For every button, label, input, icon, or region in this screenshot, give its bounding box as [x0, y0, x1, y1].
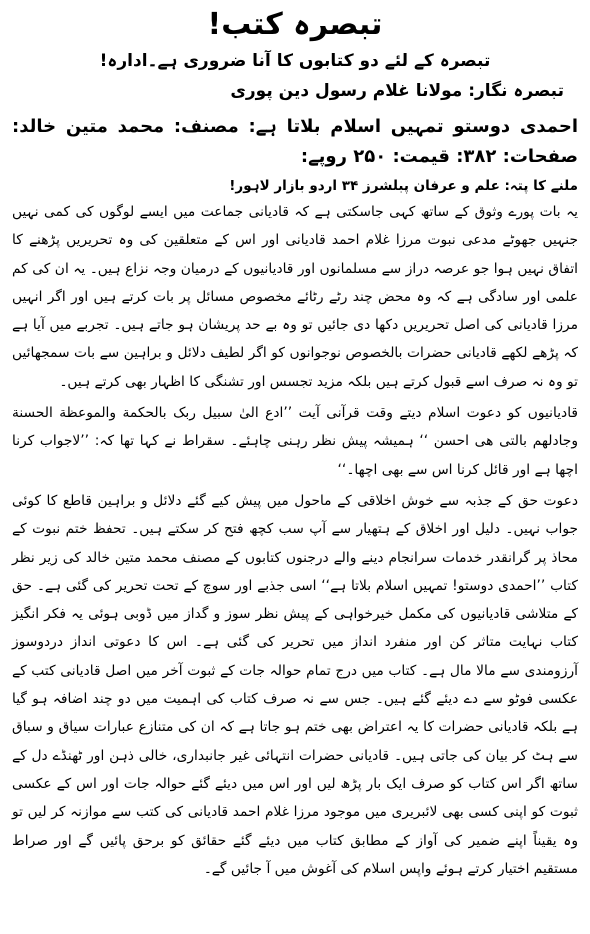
body-paragraph: دعوت حق کے جذبہ سے خوش اخلاقی کے ماحول میں پیش کیے گئے دلائل و براہین قاطع کا کوئی جواب نہیں۔ دلیل اور اخلاق کے ہتھیار سے آپ سب کچھ فتح کر سکتے ہیں۔ تحفظ ختم نبوت کے محاذ پر گرانقدر خدمات سرانجام دینے والے درجنوں کتابوں کے مصنف محمد متین خالد کی زیر نظر کتاب ’’احمدی دوستو! تمہیں اسلام بلاتا ہے‘‘ اسی جذبے اور سوچ کے تحت تحریر کی گئی ہے۔ حق کے متلاشی قادیانیوں کی مکمل خیرخواہی کے پیش نظر سوز و گداز میں ڈوبی ہوئی یہ فکر انگیز کتاب نہایت متاثر کن اور منفرد انداز میں تحریر کی گئی ہے۔ اس کا دعوتی انداز دردوسوز آرزومندی سے مالا مال ہے۔ کتاب میں درج تمام حوالہ جات کے ثبوت آخر میں اصل قادیانی کتب کے عکسی فوٹو سے دے دیئے گئے ہیں۔ جس سے نہ صرف کتاب کی اہمیت میں دو چند اضافہ ہو گیا ہے بلکہ قادیانی حضرات کا یہ اعتراض بھی ختم ہو جاتا ہے کہ ان کی متنازع عبارات سیاق و سباق سے ہٹ کر بیان کی جاتی ہیں۔ قادیانی حضرات انتہائی غیر جانبداری، خالی ذہن اور ٹھنڈے دل کے ساتھ اگر اس کتاب کو صرف ایک بار پڑھ لیں اور اس میں دیئے گئے حوالہ جات اور اس کے عکسی ثبوت کو اپنی کسی بھی لائبریری میں موجود مرزا غلام احمد قادیانی کی کتب سے موازنہ کر لیں تو وہ یقیناً اپنے ضمیر کی آواز کے مطابق کتاب میں دیئے گئے حقائق کو برحق پائیں گے اور صراط مستقیم اختیار کرتے ہوئے واپس اسلام کی آغوش میں آ جائیں گے۔: [12, 492, 578, 877]
body-paragraph: قادیانیوں کو دعوت اسلام دیتے وقت قرآنی آیت ’’ادع الیٰ سبیل ربک بالحکمة والموعظة الحسنة وجادلھم بالتی ھی احسن ‘‘ ہمیشہ پیش نظر رہنی چاہئے۔ سقراط نے کہا تھا کہ: ’’لاجواب کرنا اچھا ہے اور قائل کرنا اس سے بھی اچھا۔‘‘: [12, 405, 578, 478]
reviewer-line: تبصرہ نگار: مولانا غلام رسول دین پوری: [230, 81, 564, 101]
publisher-address: ملنے کا پتہ: علم و عرفان پبلشرز ۳۴ اردو بازار لاہور!: [229, 178, 578, 194]
book-info: احمدی دوستو تمہیں اسلام بلاتا ہے: مصنف: محمد متین خالد: صفحات: ۳۸۲: قیمت: ۲۵۰ روپے:: [12, 116, 578, 167]
editorial-note: تبصرہ کے لئے دو کتابوں کا آنا ضروری ہے۔ادارہ!: [99, 51, 491, 71]
body-paragraph: یہ بات پورے وثوق کے ساتھ کہی جاسکتی ہے کہ قادیانی جماعت میں ایسے لوگوں کی کمی نہیں جنہیں جھوٹے مدعی نبوت مرزا غلام احمد قادیانی اور اس کے متعلقین کی وہ تحریریں پڑھنے کا اتفاق نہیں ہوا جو عرصہ دراز سے مسلمانوں اور قادیانیوں کے درمیان وجہ نزاع ہیں۔ یہ ان کی کم علمی اور سادگی ہے کہ وہ محض چند رٹے رٹائے مخصوص مسائل پر بات کرتے ہیں اور اگر انہیں مرزا قادیانی کی اصل تحریریں دکھا دی جائیں تو وہ بے حد پریشان ہو جاتے ہیں۔ تجربے میں آیا ہے کہ پڑھے لکھے قادیانی حضرات بالخصوص نوجوانوں کو اگر لطیف دلائل و براہین سے بات سمجھائیں تو وہ نہ صرف اسے قبول کرتے ہیں بلکہ مزید تجسس اور تشنگی کا اظہار بھی کرتے ہیں۔: [12, 204, 578, 390]
page-title: تبصرہ کتب!: [207, 7, 383, 42]
